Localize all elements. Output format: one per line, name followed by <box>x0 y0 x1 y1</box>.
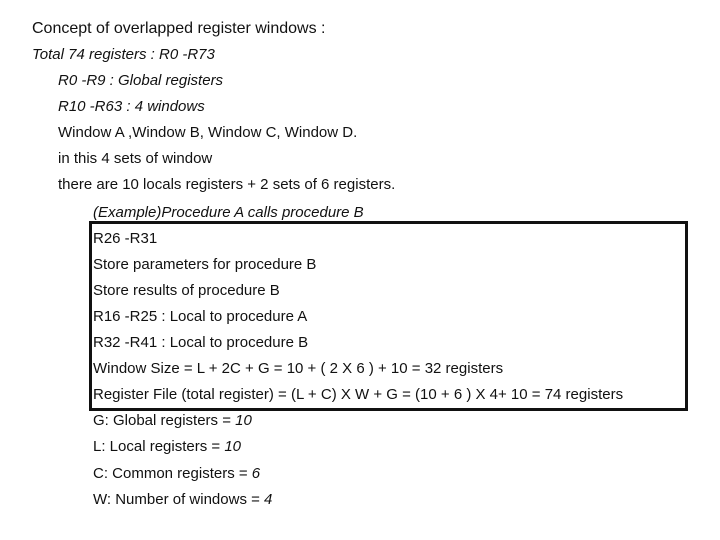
page-title: Concept of overlapped register windows : <box>32 20 326 37</box>
definition-value: 10 <box>224 438 242 455</box>
definition-label: L: Local registers = <box>93 438 225 455</box>
definition-global <box>93 412 252 430</box>
definition-label: C: Common registers = <box>93 465 252 482</box>
example-line-local-a: R16 -R25 : Local to procedure A <box>93 308 308 325</box>
definition-label: W: Number of windows = <box>93 491 265 508</box>
example-line-store-results: Store results of procedure B <box>93 282 280 299</box>
definition-value: 4 <box>264 491 273 508</box>
global-registers-line: R0 -R9 : Global registers <box>58 72 224 89</box>
windows-range-line: R10 -R63 : 4 windows <box>58 98 205 115</box>
window-sets-line: in this 4 sets of window <box>58 150 213 167</box>
window-size-formula: Window Size = L + 2C + G = 10 + ( 2 X 6 ) + 10 = 32 registers <box>93 360 504 377</box>
window-names-line: Window A ,Window B, Window C, Window D. <box>58 124 358 141</box>
definition-label: G: Global registers = <box>93 412 236 429</box>
locals-registers-line: there are 10 locals registers + 2 sets of 6 registers. <box>58 176 396 193</box>
definition-value: 6 <box>251 465 261 482</box>
definition-windows <box>93 491 272 509</box>
register-file-formula: Register File (total register) = (L + C) X W + G = (10 + 6 ) X 4+ 10 = 74 registers <box>93 386 624 403</box>
total-registers-line: Total 74 registers : R0 -R73 <box>32 46 215 63</box>
example-heading: (Example)Procedure A calls procedure B <box>93 204 364 221</box>
definition-value: 10 <box>235 412 252 429</box>
definition-common <box>93 465 260 483</box>
example-line-local-b: R32 -R41 : Local to procedure B <box>93 334 309 351</box>
definition-local <box>93 438 241 456</box>
example-line-r26: R26 -R31 <box>93 230 158 247</box>
example-line-store-params: Store parameters for procedure B <box>93 256 317 273</box>
